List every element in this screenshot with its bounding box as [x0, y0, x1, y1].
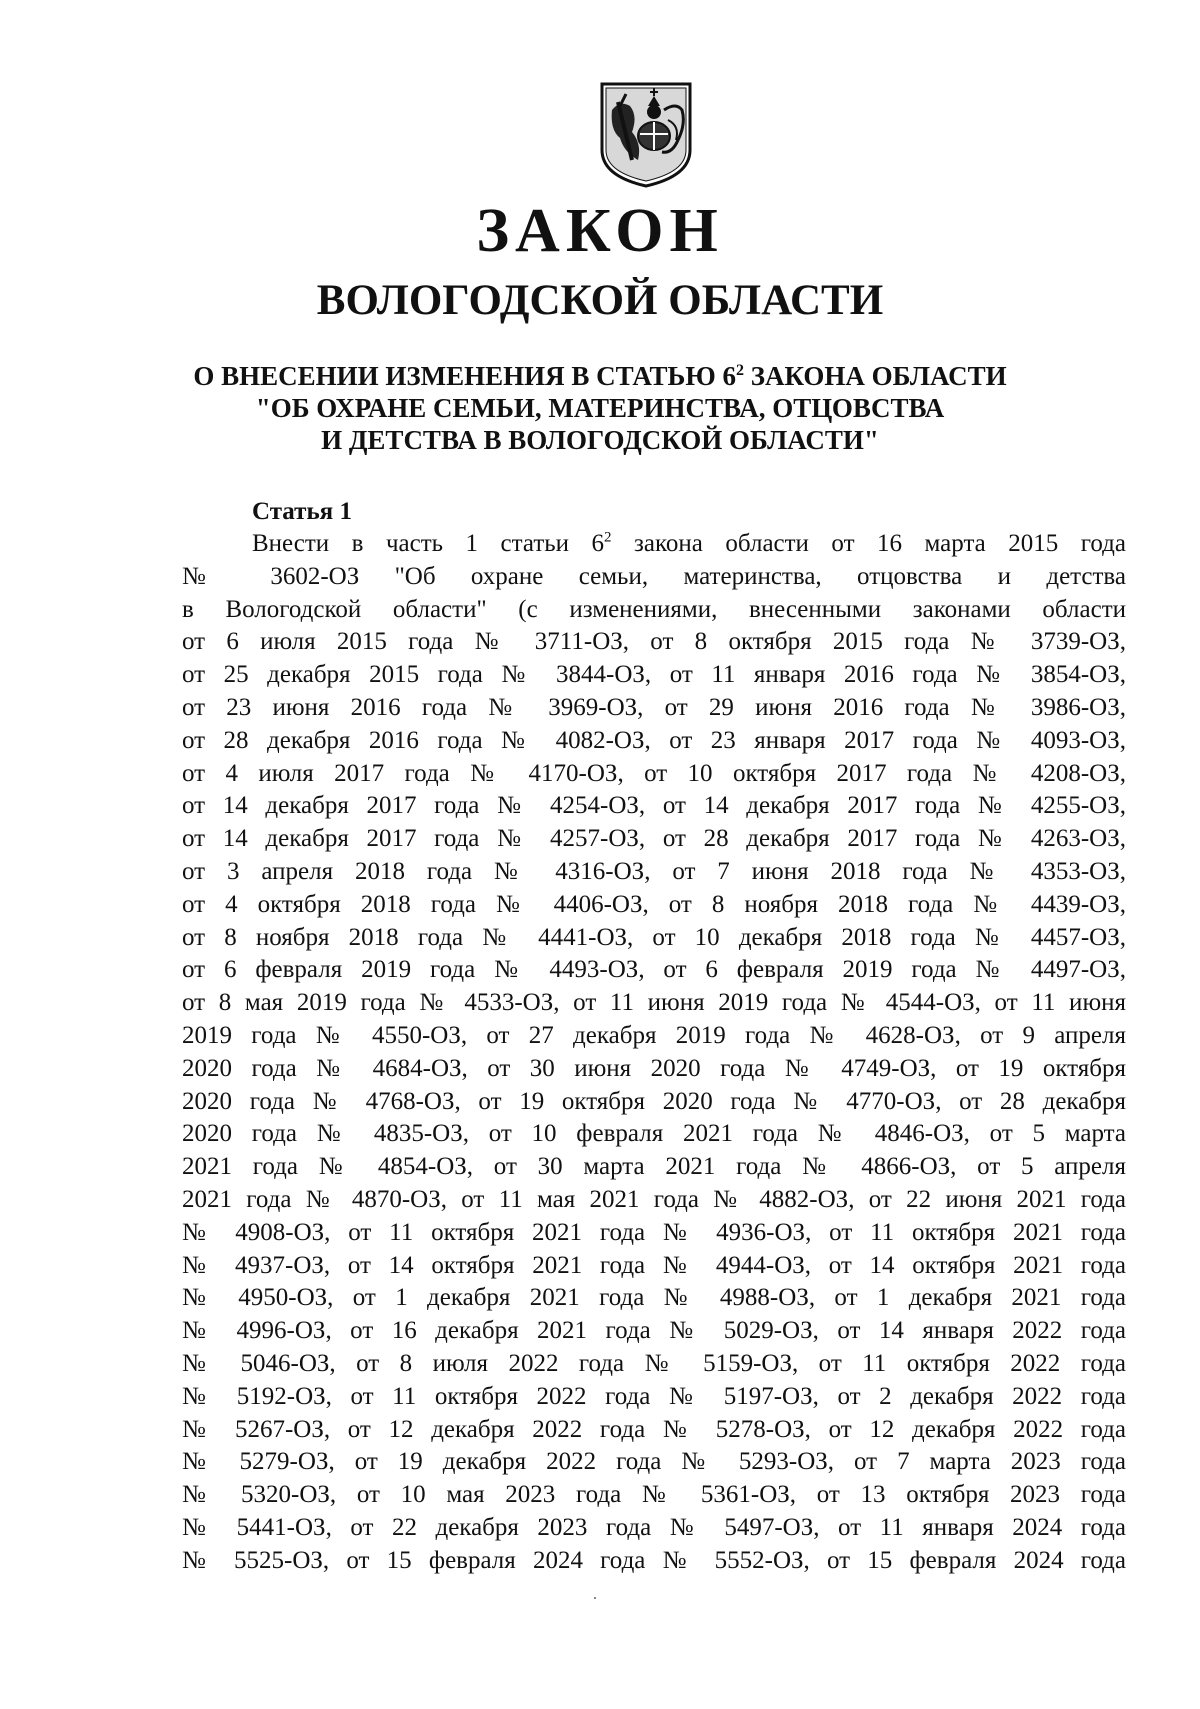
- body-line: № 3602-ОЗ "Об охране семьи, материнства, отцовства и детства: [182, 562, 1126, 590]
- body-line: № 4996-ОЗ, от 16 декабря 2021 года № 5029-ОЗ, от 14 января 2022 года: [182, 1317, 1126, 1345]
- body-line: от 14 декабря 2017 года № 4254-ОЗ, от 14 декабря 2017 года № 4255-ОЗ,: [182, 792, 1126, 820]
- body-line: № 5267-ОЗ, от 12 декабря 2022 года № 5278-ОЗ, от 12 декабря 2022 года: [182, 1415, 1126, 1443]
- body-line: [182, 528, 1126, 561]
- subject-line-1-text-end: ЗАКОНА ОБЛАСТИ: [743, 361, 1007, 391]
- subject-line-1: [150, 360, 1050, 392]
- body-line: от 8 мая 2019 года № 4533-ОЗ, от 11 июня 2019 года № 4544-ОЗ, от 11 июня: [182, 989, 1126, 1017]
- subject-line-2: "ОБ ОХРАНЕ СЕМЬИ, МАТЕРИНСТВА, ОТЦОВСТВА: [255, 393, 945, 423]
- body-line: № 5046-ОЗ, от 8 июля 2022 года № 5159-ОЗ, от 11 октября 2022 года: [182, 1349, 1126, 1377]
- body-line: 2020 года № 4684-ОЗ, от 30 июня 2020 года № 4749-ОЗ, от 19 октября: [182, 1054, 1126, 1082]
- article-heading: Статья 1: [252, 498, 352, 525]
- body-line: от 25 декабря 2015 года № 3844-ОЗ, от 11 января 2016 года № 3854-ОЗ,: [182, 661, 1126, 689]
- body-line: № 5320-ОЗ, от 10 мая 2023 года № 5361-ОЗ, от 13 октября 2023 года: [182, 1481, 1126, 1509]
- scan-speck: [594, 1597, 596, 1599]
- body-line: от 4 октября 2018 года № 4406-ОЗ, от 8 ноября 2018 года № 4439-ОЗ,: [182, 890, 1126, 918]
- body-line-text: Внести в часть 1 статьи 6: [252, 530, 605, 557]
- body-line: от 14 декабря 2017 года № 4257-ОЗ, от 28 декабря 2017 года № 4263-ОЗ,: [182, 825, 1126, 853]
- body-line: 2020 года № 4768-ОЗ, от 19 октября 2020 года № 4770-ОЗ, от 28 декабря: [182, 1087, 1126, 1115]
- body-line: от 3 апреля 2018 года № 4316-ОЗ, от 7 июня 2018 года № 4353-ОЗ,: [182, 857, 1126, 885]
- subject-line-1-text: О ВНЕСЕНИИ ИЗМЕНЕНИЯ В СТАТЬЮ 6: [193, 361, 736, 391]
- body-line: от 23 июня 2016 года № 3969-ОЗ, от 29 июня 2016 года № 3986-ОЗ,: [182, 693, 1126, 721]
- body-line: 2020 года № 4835-ОЗ, от 10 февраля 2021 года № 4846-ОЗ, от 5 марта: [182, 1120, 1126, 1148]
- vologda-coat-of-arms-icon: [598, 80, 694, 190]
- subject-line-1-superscript: 2: [735, 362, 744, 379]
- body-line: № 4937-ОЗ, от 14 октября 2021 года № 4944-ОЗ, от 14 октября 2021 года: [182, 1251, 1126, 1279]
- body-line: № 5279-ОЗ, от 19 декабря 2022 года № 5293-ОЗ, от 7 марта 2023 года: [182, 1448, 1126, 1476]
- subject-line-3: И ДЕТСТВА В ВОЛОГОДСКОЙ ОБЛАСТИ": [321, 425, 879, 455]
- body-line: от 6 февраля 2019 года № 4493-ОЗ, от 6 февраля 2019 года № 4497-ОЗ,: [182, 956, 1126, 984]
- body-line: № 4950-ОЗ, от 1 декабря 2021 года № 4988-ОЗ, от 1 декабря 2021 года: [182, 1284, 1126, 1312]
- document-subtitle: ВОЛОГОДСКОЙ ОБЛАСТИ: [316, 277, 884, 324]
- body-line: № 5192-ОЗ, от 11 октября 2022 года № 5197-ОЗ, от 2 декабря 2022 года: [182, 1382, 1126, 1410]
- body-line: № 5525-ОЗ, от 15 февраля 2024 года № 5552-ОЗ, от 15 февраля 2024 года: [182, 1546, 1126, 1574]
- body-line: 2021 года № 4854-ОЗ, от 30 марта 2021 года № 4866-ОЗ, от 5 апреля: [182, 1153, 1126, 1181]
- body-line: в Вологодской области" (с изменениями, внесенными законами области: [182, 595, 1126, 623]
- article-body: [182, 528, 1126, 1578]
- document-title: ЗАКОН: [476, 197, 724, 265]
- body-line: 2019 года № 4550-ОЗ, от 27 декабря 2019 года № 4628-ОЗ, от 9 апреля: [182, 1021, 1126, 1049]
- body-line: от 4 июля 2017 года № 4170-ОЗ, от 10 октября 2017 года № 4208-ОЗ,: [182, 759, 1126, 787]
- body-line: от 8 ноября 2018 года № 4441-ОЗ, от 10 декабря 2018 года № 4457-ОЗ,: [182, 923, 1126, 951]
- body-line-text-end: закона области от 16 марта 2015 года: [611, 530, 1126, 557]
- body-line: от 28 декабря 2016 года № 4082-ОЗ, от 23 января 2017 года № 4093-ОЗ,: [182, 726, 1126, 754]
- body-line: от 6 июля 2015 года № 3711-ОЗ, от 8 октября 2015 года № 3739-ОЗ,: [182, 628, 1126, 656]
- body-line: 2021 года № 4870-ОЗ, от 11 мая 2021 года № 4882-ОЗ, от 22 июня 2021 года: [182, 1185, 1126, 1213]
- body-line: № 5441-ОЗ, от 22 декабря 2023 года № 5497-ОЗ, от 11 января 2024 года: [182, 1513, 1126, 1541]
- body-line: № 4908-ОЗ, от 11 октября 2021 года № 4936-ОЗ, от 11 октября 2021 года: [182, 1218, 1126, 1246]
- law-subject-heading: [150, 360, 1050, 456]
- body-line-superscript: 2: [604, 529, 612, 546]
